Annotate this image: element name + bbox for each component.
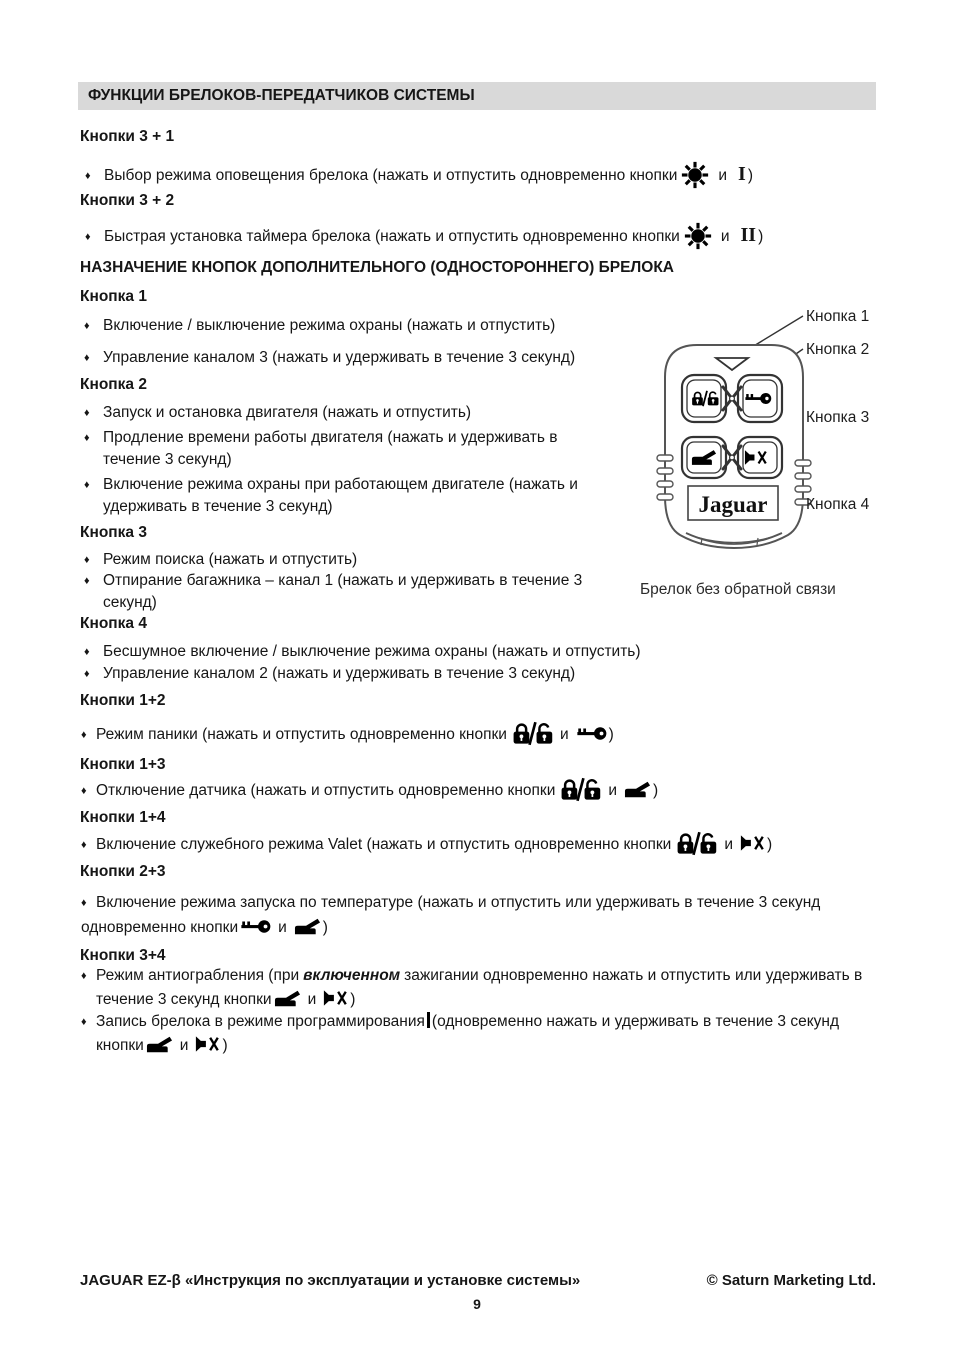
diamond-bullet-icon: ♦ [84,575,90,587]
sun-icon [680,160,710,190]
heading-buttons-3-2: Кнопки 3 + 2 [80,192,175,209]
trunk-open-icon [294,916,321,937]
heading-button-4: Кнопка 4 [80,615,147,632]
heading-button-1: Кнопка 1 [80,288,147,305]
heading-buttons-1-2: Кнопки 1+2 [80,692,166,709]
section-header-bar [78,82,876,110]
keyfob-illustration [640,300,954,610]
figure-label-button-1: Кнопка 1 [806,308,870,325]
diamond-bullet-icon: ♦ [84,668,90,680]
text-cursor-artifact [427,1012,430,1028]
diamond-bullet-icon: ♦ [81,839,87,851]
bullet-silent-arm: ♦ Бесшумное включение / выключение режима охраны (нажать и отпустить) [84,641,641,663]
lock-unlock-icon [673,831,717,856]
bullet-engine-runtime-extend: ♦ Продление времени работы двигателя (нажать и удерживать в течение 3 секунд) [84,429,558,468]
key-icon [240,919,271,934]
heading-buttons-2-3: Кнопки 2+3 [80,863,166,880]
heading-buttons-3-1: Кнопки 3 + 1 [80,128,175,145]
trunk-open-icon [146,1034,173,1055]
roman-numeral-one: I [738,163,746,185]
footer-left: JAGUAR EZ-β «Инструкция по эксплуатации и установке системы» [80,1272,581,1289]
button-1 [682,375,726,422]
jaguar-logo-text: Jaguar [698,492,768,517]
trunk-open-icon [274,988,301,1009]
diamond-bullet-icon: ♦ [84,407,90,419]
button-2 [738,375,782,422]
button-4 [738,437,782,478]
diamond-bullet-icon: ♦ [81,785,87,797]
diamond-bullet-icon: ♦ [81,897,87,909]
heading-button-3: Кнопка 3 [80,524,147,541]
heading-buttons-1-3: Кнопки 1+3 [80,756,166,773]
mute-speaker-icon [195,1034,220,1054]
heading-button-2: Кнопка 2 [80,376,147,393]
bullet-channel-3: ♦ Управление каналом 3 (нажать и удерживать в течение 3 секунд) [84,347,575,369]
page-number: 9 [473,1296,481,1312]
button-3 [682,437,726,478]
diamond-bullet-icon: ♦ [84,320,90,332]
bullet-channel-2: ♦ Управление каналом 2 (нажать и удерживать в течение 3 секунд) [84,663,575,685]
keyfob-figure [640,300,954,610]
figure-label-button-2: Кнопка 2 [806,341,870,358]
mute-speaker-icon [740,833,765,853]
diamond-bullet-icon: ♦ [85,170,91,182]
bullet-temp-start: ♦ Включение режима запуска по температуре (нажать и отпустить или удерживать в течение 3 секунд одновременно кнопки и ) [81,894,821,936]
bullet-antihijack: ♦ Режим антиограбления (при включенном зажигании одновременно нажать и отпустить или удерживать в течение 3 секунд кнопки и ) [81,967,863,1008]
diamond-bullet-icon: ♦ [84,554,90,566]
figure-label-button-4: Кнопка 4 [806,496,870,513]
bullet-search-mode: ♦ Режим поиска (нажать и отпустить) [84,549,357,571]
diamond-bullet-icon: ♦ [84,432,90,444]
bullet-arm-engine-running: ♦ Включение режима охраны при работающем двигателе (нажать и удерживать в течение 3 секунд) [84,476,578,515]
diamond-bullet-icon: ♦ [84,646,90,658]
emphasis-word: включенном [303,967,401,984]
diamond-bullet-icon: ♦ [81,729,87,741]
trunk-open-icon [624,779,651,800]
sun-icon [683,221,713,251]
bullet-trunk-release: ♦ Отпирание багажника – канал 1 (нажать и удерживать в течение 3 секунд) [84,572,583,611]
bullet-engine-start-stop: ♦ Запуск и остановка двигателя (нажать и отпустить) [84,402,471,424]
key-icon [576,726,607,741]
diamond-bullet-icon: ♦ [81,970,87,982]
mute-speaker-icon [323,988,348,1008]
bullet-panic-mode: ♦ Режим паники (нажать и отпустить одновременно кнопки и ) [81,721,614,746]
roman-numeral-two: II [740,224,757,246]
diamond-bullet-icon: ♦ [84,479,90,491]
heading-buttons-3-4: Кнопки 3+4 [80,947,166,964]
figure-caption: Брелок без обратной связи [640,581,836,598]
diamond-bullet-icon: ♦ [85,231,91,243]
bullet-sensor-off: ♦ Отключение датчика (нажать и отпустить одновременно кнопки и ) [81,777,658,802]
bullet-timer-setup: ♦ Быстрая установка таймера брелока (нажать и отпустить одновременно кнопки и II ) [85,221,763,251]
lock-unlock-icon [557,777,601,802]
footer-right: © Saturn Marketing Ltd. [706,1272,876,1289]
diamond-bullet-icon: ♦ [84,352,90,364]
bullet-alert-mode: ♦ Выбор режима оповещения брелока (нажать и отпустить одновременно кнопки и I ) [85,160,753,190]
bullet-remote-programming: ♦ Запись брелока в режиме программирования (одновременно нажать и удерживать в течение 3 секунд кнопки и ) [81,1013,840,1054]
lock-unlock-icon [509,721,553,746]
bullet-arm-disarm: ♦ Включение / выключение режима охраны (нажать и отпустить) [84,315,555,337]
section-header-title: ФУНКЦИИ БРЕЛОКОВ-ПЕРЕДАТЧИКОВ СИСТЕМЫ [88,87,475,104]
figure-label-button-3: Кнопка 3 [806,409,870,426]
bullet-valet-mode: ♦ Включение служебного режима Valet (нажать и отпустить одновременно кнопки и ) [81,831,772,856]
diamond-bullet-icon: ♦ [81,1016,87,1028]
assignment-section-title: НАЗНАЧЕНИЕ КНОПОК ДОПОЛНИТЕЛЬНОГО (ОДНОСТОРОННЕГО) БРЕЛОКА [80,259,675,276]
heading-buttons-1-4: Кнопки 1+4 [80,809,166,826]
